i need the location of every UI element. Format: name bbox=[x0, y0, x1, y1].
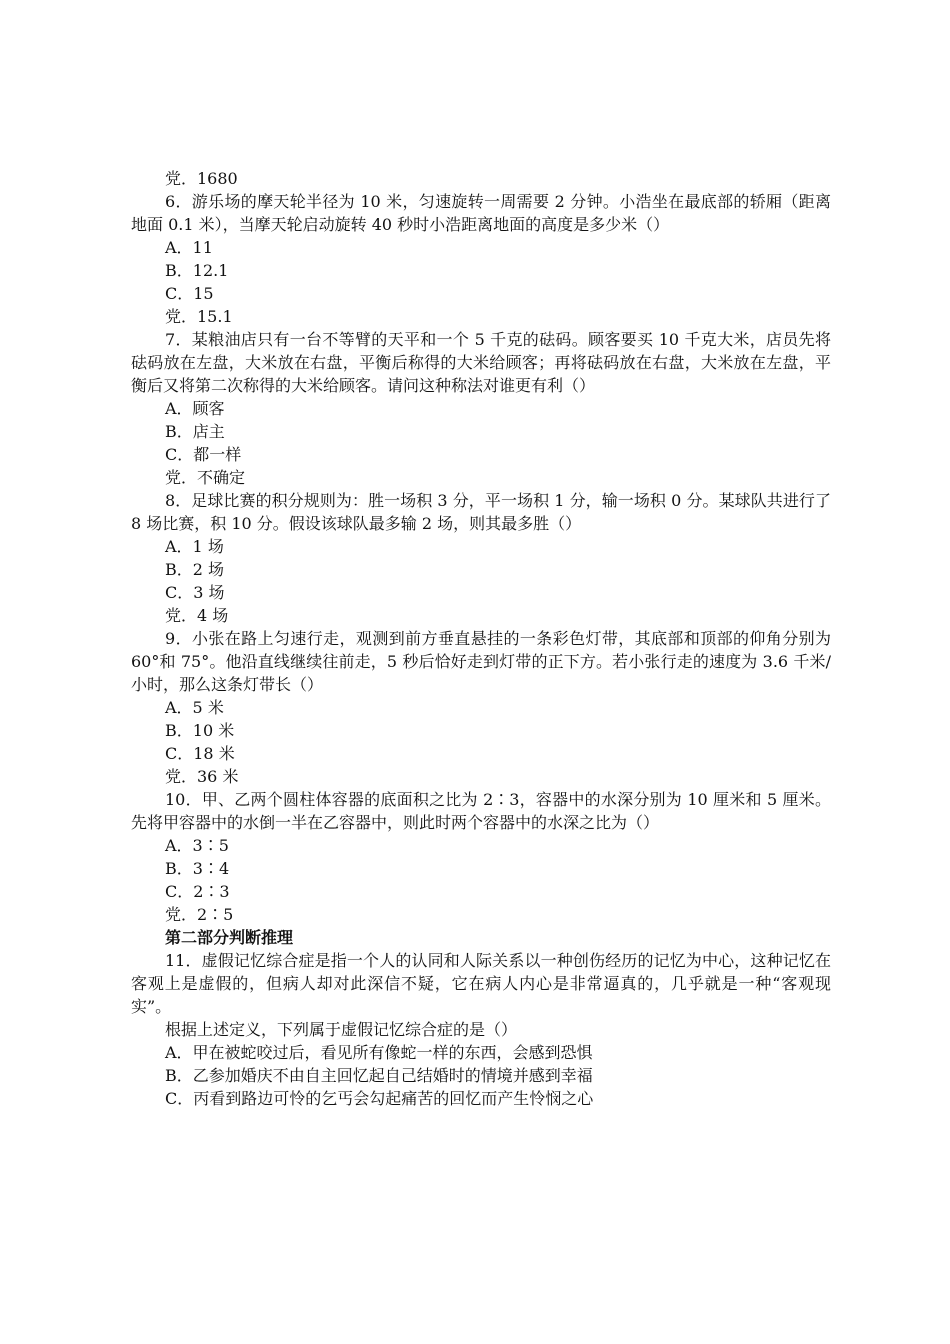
q6-option-d: 党．15.1 bbox=[165, 307, 233, 326]
q6-option-c: C．15 bbox=[165, 284, 214, 303]
q8-option-c: C．3 场 bbox=[165, 583, 225, 602]
q10-option-c: C．2∶3 bbox=[165, 882, 230, 901]
q9-option-a: A．5 米 bbox=[165, 698, 224, 717]
q11-option-c: C．丙看到路边可怜的乞丐会勾起痛苦的回忆而产生怜悯之心 bbox=[165, 1089, 594, 1108]
q8-option-a: A．1 场 bbox=[165, 537, 224, 556]
q9-option-c: C．18 米 bbox=[165, 744, 235, 763]
q10-option-a: A．3∶5 bbox=[165, 836, 229, 855]
q7-option-b: B．店主 bbox=[165, 422, 225, 441]
q7-option-c: C．都一样 bbox=[165, 445, 242, 464]
section-heading: 第二部分判断推理 bbox=[165, 928, 294, 947]
q6-option-a: A．11 bbox=[165, 238, 213, 257]
q11-stem: 11．虚假记忆综合症是指一个人的认同和人际关系以一种创伤经历的记忆为中心，这种记忆在客观上是虚假的，但病人却对此深信不疑，它在病人内心是非常逼真的，几乎就是一种“客观现实”。 bbox=[131, 951, 831, 1016]
q7-stem: 7．某粮油店只有一台不等臂的天平和一个 5 千克的砝码。顾客要买 10 千克大米，店员先将砝码放在左盘，大米放在右盘，平衡后称得的大米给顾客；再将砝码放在右盘，大米放在左盘，平衡后又将第二次称得的大米给顾客。请问这种称法对谁更有利（） bbox=[131, 330, 831, 395]
q10-option-b: B．3∶4 bbox=[165, 859, 230, 878]
q10-stem: 10．甲、乙两个圆柱体容器的底面积之比为 2∶3，容器中的水深分别为 10 厘米和 5 厘米。先将甲容器中的水倒一半在乙容器中，则此时两个容器中的水深之比为（） bbox=[131, 790, 831, 832]
q7-option-d: 党．不确定 bbox=[165, 468, 246, 487]
q11-option-b: B．乙参加婚庆不由自主回忆起自己结婚时的情境并感到幸福 bbox=[165, 1066, 593, 1085]
document-page bbox=[131, 167, 837, 1110]
q11-option-a: A．甲在被蛇咬过后，看见所有像蛇一样的东西，会感到恐惧 bbox=[165, 1043, 593, 1062]
q8-stem: 8．足球比赛的积分规则为：胜一场积 3 分，平一场积 1 分，输一场积 0 分。某球队共进行了 8 场比赛，积 10 分。假设该球队最多输 2 场，则其最多胜（） bbox=[131, 491, 837, 533]
q10-option-d: 党．2∶5 bbox=[165, 905, 234, 924]
q11-question: 根据上述定义，下列属于虚假记忆综合症的是（） bbox=[165, 1020, 518, 1039]
q8-option-d: 党．4 场 bbox=[165, 606, 229, 625]
q8-option-b: B．2 场 bbox=[165, 560, 225, 579]
q6-stem: 6．游乐场的摩天轮半径为 10 米，匀速旋转一周需要 2 分钟。小浩坐在最底部的轿厢（距离地面 0.1 米），当摩天轮启动旋转 40 秒时小浩距离地面的高度是多少米（） bbox=[131, 192, 831, 234]
q6-option-b: B．12.1 bbox=[165, 261, 229, 280]
q9-option-b: B．10 米 bbox=[165, 721, 235, 740]
q7-option-a: A．顾客 bbox=[165, 399, 225, 418]
q9-option-d: 党．36 米 bbox=[165, 767, 239, 786]
q5-option-d: 党．1680 bbox=[165, 169, 238, 188]
q9-stem: 9．小张在路上匀速行走，观测到前方垂直悬挂的一条彩色灯带，其底部和顶部的仰角分别为 60°和 75°。他沿直线继续往前走，5 秒后恰好走到灯带的正下方。若小张行走的速度为 3.6 千米/小时，那么这条灯带长（） bbox=[131, 629, 837, 694]
